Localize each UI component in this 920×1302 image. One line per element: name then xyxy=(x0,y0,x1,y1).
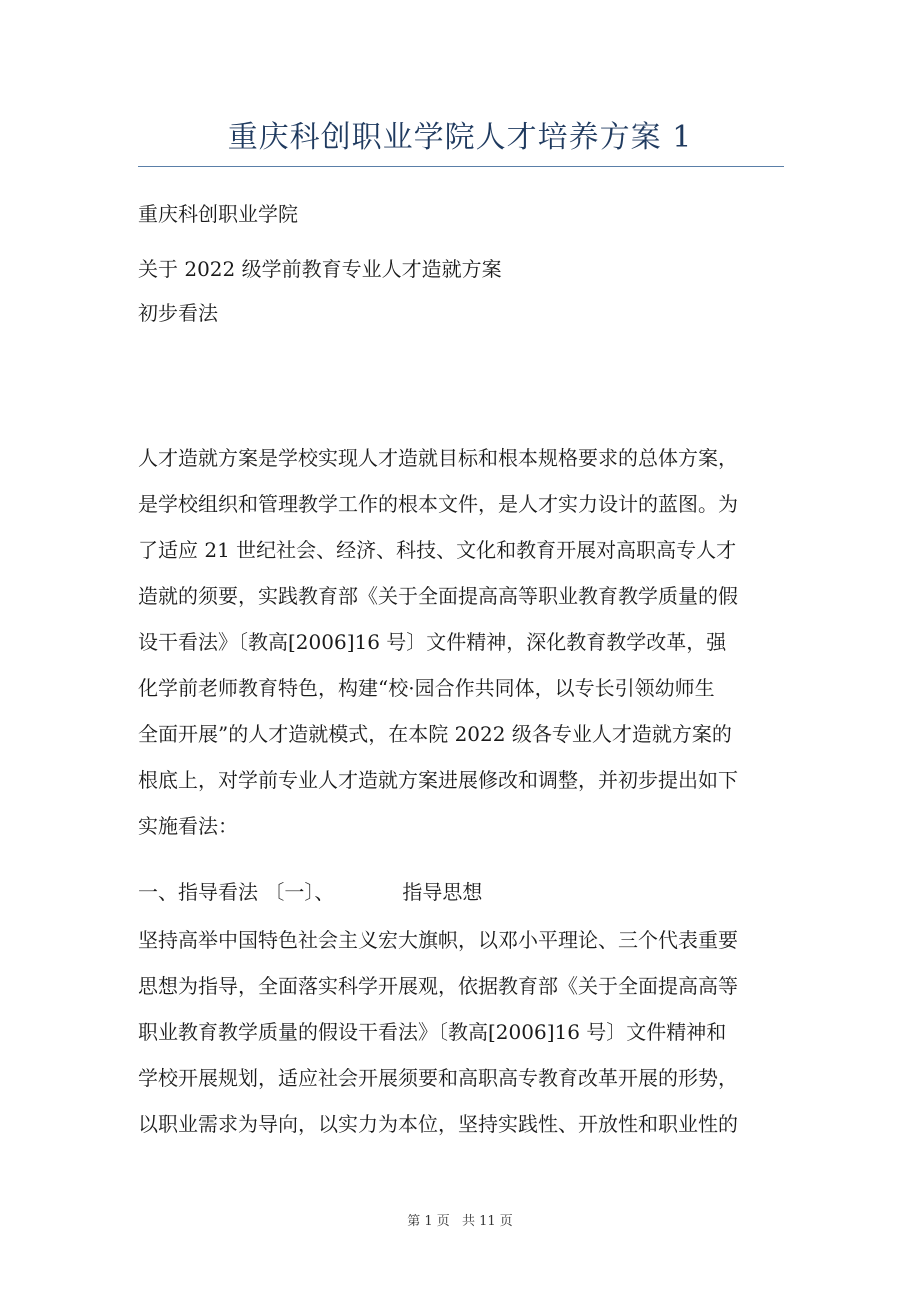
paragraph-line: 是学校组织和管理教学工作的根本文件，是人才实力设计的蓝图。为 xyxy=(138,492,738,516)
paragraph-line: 全面开展”的人才造就模式，在本院 2022 级各专业人才造就方案的 xyxy=(138,722,732,746)
paragraph-line: 人才造就方案是学校实现人才造就目标和根本规格要求的总体方案， xyxy=(138,446,738,470)
paragraph-guiding-ideology xyxy=(138,922,788,1152)
section-heading-title: 指导思想 xyxy=(402,880,483,904)
header-line-subject: 关于 2022 级学前教育专业人才造就方案 xyxy=(138,257,502,281)
header-line-draft: 初步看法 xyxy=(138,301,218,325)
section-heading xyxy=(138,878,482,906)
paragraph-line: 思想为指导，全面落实科学开展观，依据教育部《关于全面提高高等 xyxy=(138,974,738,998)
paragraph-line: 了适应 21 世纪社会、经济、科技、文化和教育开展对高职高专人才 xyxy=(138,538,737,562)
page-number: 第 1 页 xyxy=(407,1214,450,1229)
page-title: 重庆科创职业学院人才培养方案 1 xyxy=(227,120,693,155)
paragraph-line: 造就的须要，实践教育部《关于全面提高高等职业教育教学质量的假 xyxy=(138,584,738,608)
paragraph-line: 职业教育教学质量的假设干看法》〔教高[2006]16 号〕文件精神和 xyxy=(138,1020,727,1044)
page-total: 共 11 页 xyxy=(461,1214,513,1229)
paragraph-line: 学校开展规划，适应社会开展须要和高职高专教育改革开展的形势， xyxy=(138,1066,738,1090)
paragraph-line: 坚持高举中国特色社会主义宏大旗帜，以邓小平理论、三个代表重要 xyxy=(138,928,738,952)
section-heading-number: 一、指导看法 〔一〕、 xyxy=(138,880,335,904)
paragraph-line: 化学前老师教育特色，构建“校·园合作共同体，以专长引领幼师生 xyxy=(138,676,715,700)
paragraph-line: 设干看法》〔教高[2006]16 号〕文件精神，深化教育教学改革，强 xyxy=(138,630,727,654)
paragraph-intro xyxy=(138,440,788,854)
title-divider xyxy=(138,166,784,167)
page-footer xyxy=(0,1210,920,1229)
paragraph-line: 实施看法： xyxy=(138,814,238,838)
paragraph-line: 根底上，对学前专业人才造就方案进展修改和调整，并初步提出如下 xyxy=(138,768,738,792)
paragraph-line: 以职业需求为导向，以实力为本位，坚持实践性、开放性和职业性的 xyxy=(138,1112,738,1136)
header-line-institution: 重庆科创职业学院 xyxy=(138,202,298,226)
